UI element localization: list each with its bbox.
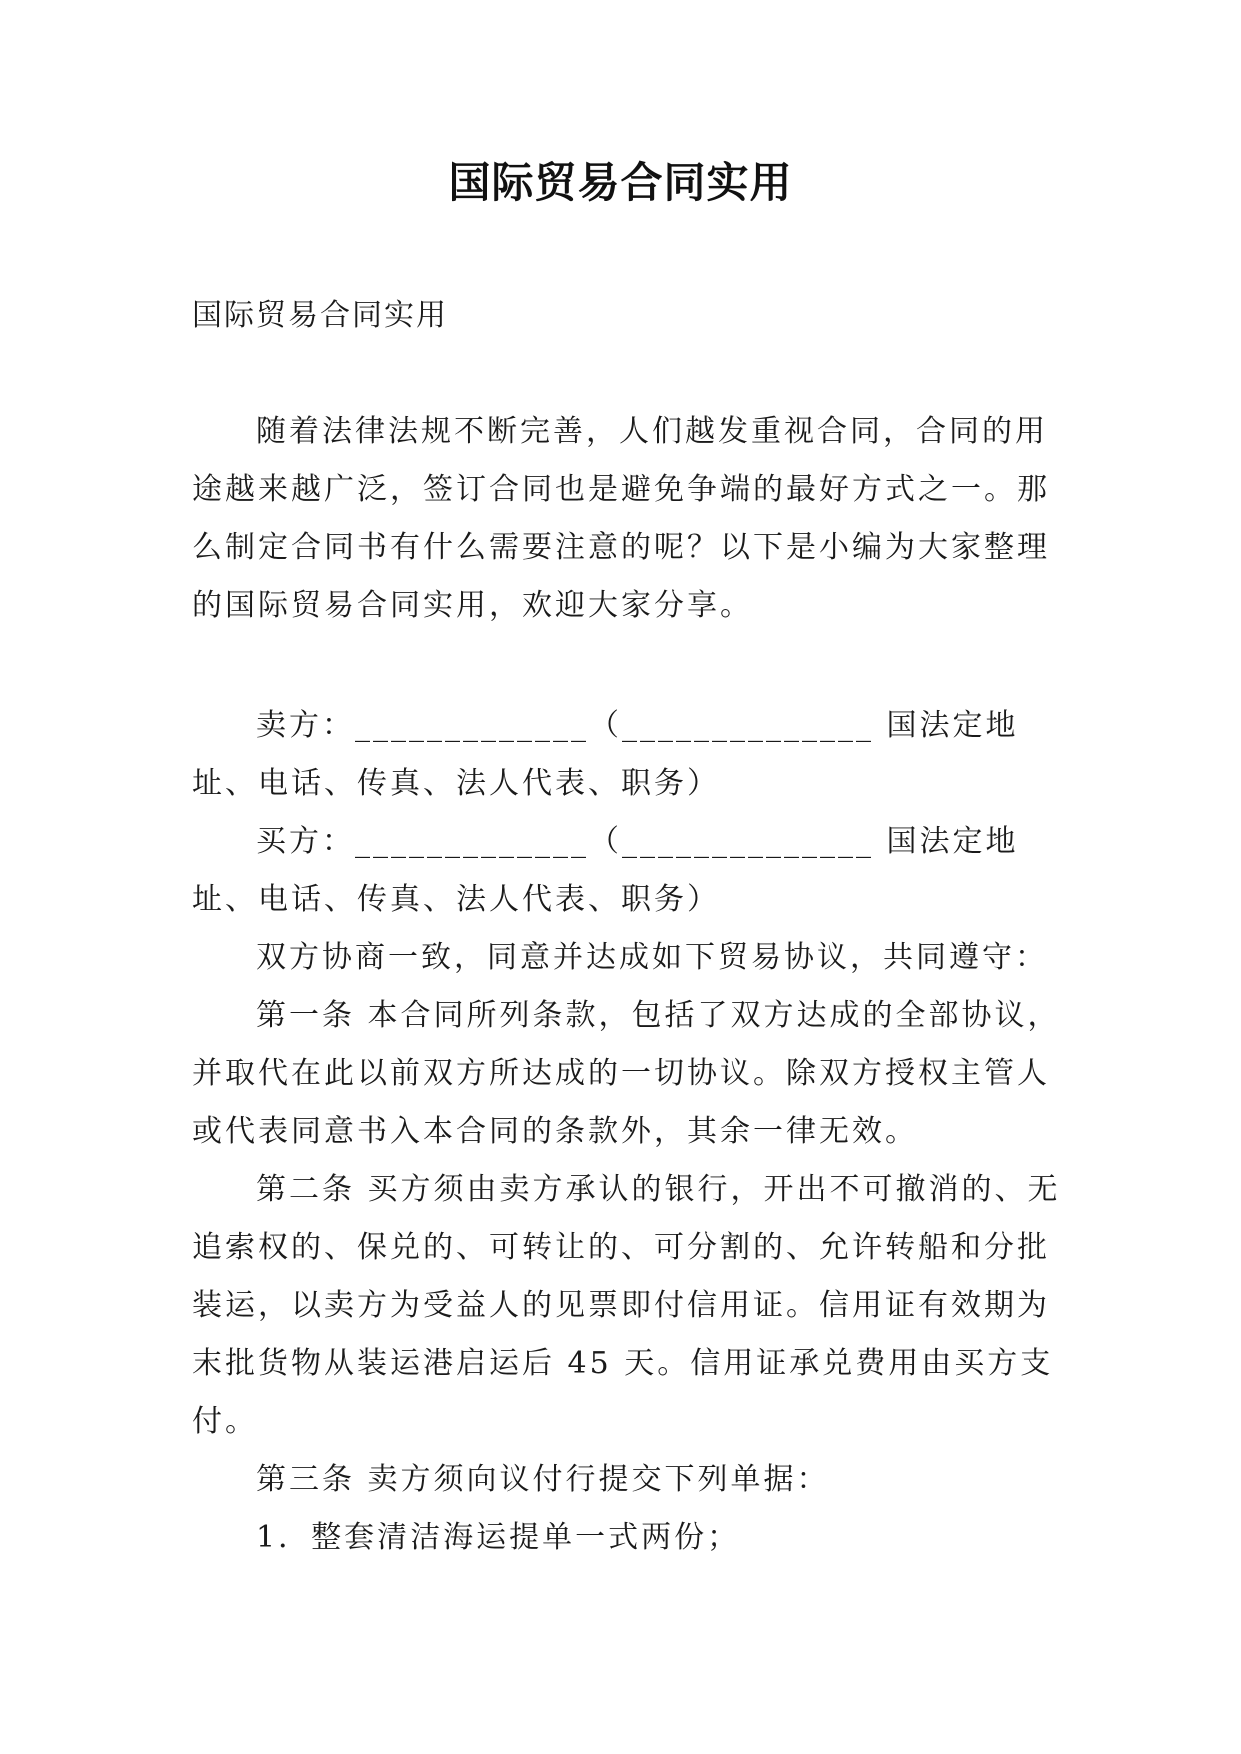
buyer-paragraph: 买方：_____________（______________ 国法定地址、电话、传真、法人代表、职务） (192, 824, 1019, 917)
article-2-paragraph: 第二条 买方须由卖方承认的银行，开出不可撤消的、无追索权的、保兑的、可转让的、可分割的、允许转船和分批装运，以卖方为受益人的见票即付信用证。信用证有效期为末批货物从装运港启运后 45 天。信用证承兑费用由买方支付。 (192, 1172, 1061, 1439)
intro-paragraph: 随着法律法规不断完善，人们越发重视合同，合同的用途越来越广泛，签订合同也是避免争端的最好方式之一。那么制定合同书有什么需要注意的呢？以下是小编为大家整理的国际贸易合同实用，欢迎大家分享。 (192, 414, 1050, 623)
contract-body (192, 697, 1062, 1567)
article-1-paragraph: 第一条 本合同所列条款，包括了双方达成的全部协议，并取代在此以前双方所达成的一切协议。除双方授权主管人或代表同意书入本合同的条款外，其余一律无效。 (192, 998, 1061, 1149)
page-title: 国际贸易合同实用 (448, 158, 793, 207)
article-3-paragraph: 第三条 卖方须向议付行提交下列单据： (256, 1462, 830, 1497)
document-subtitle: 国际贸易合同实用 (192, 298, 448, 333)
list-item: 1．整套清洁海运提单一式两份； (256, 1520, 741, 1555)
agreement-paragraph: 双方协商一致，同意并达成如下贸易协议，共同遵守： (256, 940, 1048, 975)
seller-paragraph: 卖方：_____________（______________ 国法定地址、电话、传真、法人代表、职务） (192, 708, 1019, 801)
